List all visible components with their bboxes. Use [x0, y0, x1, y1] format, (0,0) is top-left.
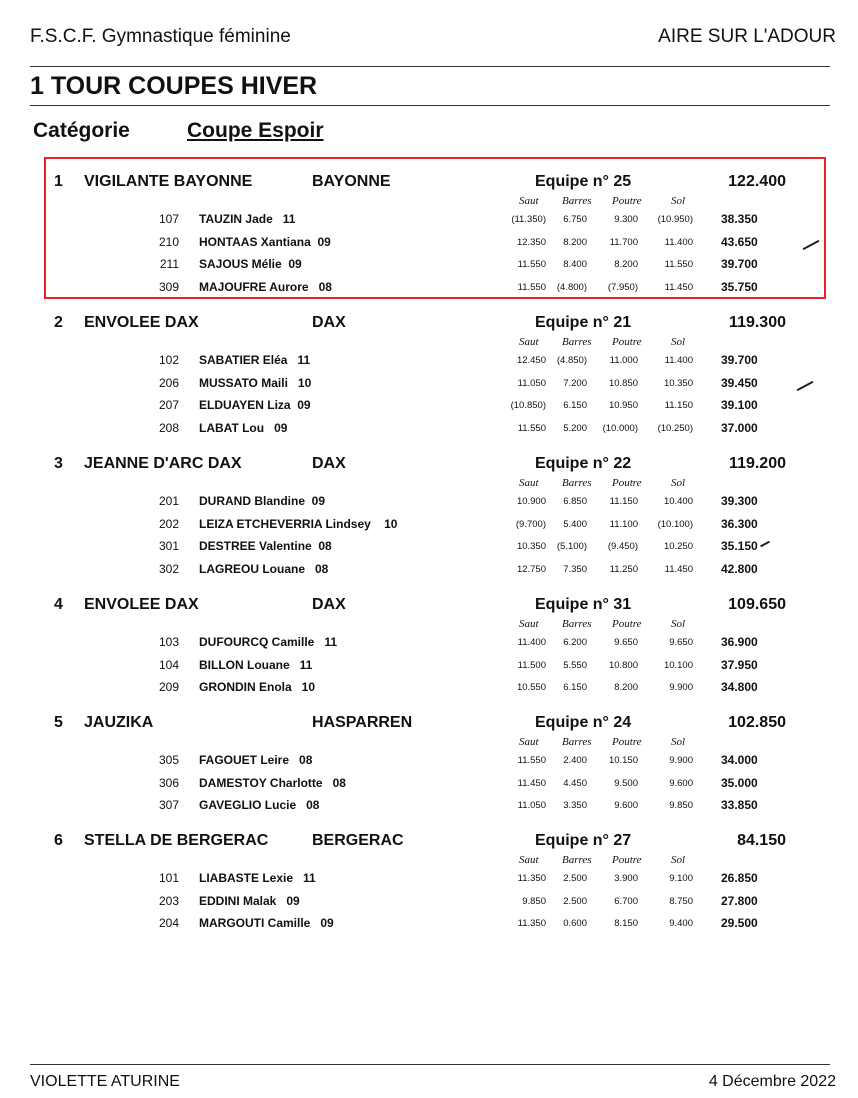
team-total: 122.400	[728, 173, 786, 190]
header-location: AIRE SUR L'ADOUR	[658, 26, 836, 47]
apparatus-label: Barres	[562, 336, 592, 348]
score-sol: 10.400	[663, 496, 693, 507]
score-saut: 9.850	[522, 895, 546, 907]
gymnast-total: 34.800	[721, 680, 758, 694]
score-poutre: 11.150	[609, 496, 638, 507]
gymnast-row	[0, 894, 858, 916]
apparatus-label: Barres	[562, 736, 592, 748]
apparatus-label: Poutre	[612, 477, 642, 489]
apparatus-label: Poutre	[612, 618, 642, 630]
score-sol: 9.100	[669, 873, 693, 884]
gymnast-name: DURAND Blandine 09	[199, 494, 326, 508]
score-sol: 9.900	[669, 682, 693, 693]
gymnast-name: LAGREOU Louane 08	[199, 561, 329, 576]
apparatus-label: Barres	[562, 195, 592, 207]
score-poutre: 9.500	[614, 777, 638, 789]
apparatus-label: Saut	[519, 195, 539, 207]
gymnast-row	[0, 398, 858, 420]
gymnast-row	[0, 562, 858, 584]
score-saut: 11.550	[517, 422, 546, 434]
score-barres: 6.750	[563, 214, 587, 225]
score-saut: (9.700)	[515, 518, 546, 530]
gymnast-number: 204	[158, 916, 179, 930]
apparatus-label: Saut	[519, 854, 539, 866]
score-poutre: (10.000)	[602, 422, 638, 434]
score-barres: 0.600	[563, 918, 587, 929]
score-barres: 7.350	[563, 563, 587, 575]
gymnast-row	[0, 753, 858, 775]
score-barres: 2.500	[563, 895, 587, 907]
gymnast-row	[0, 353, 858, 375]
score-barres: 8.400	[563, 259, 587, 270]
team-rank: 3	[54, 455, 63, 472]
gymnast-total: 35.000	[721, 775, 758, 790]
score-poutre: 9.650	[614, 637, 638, 648]
team-total: 84.150	[737, 832, 786, 849]
apparatus-label: Sol	[671, 854, 686, 866]
gymnast-name: LIABASTE Lexie 11	[199, 871, 316, 885]
gymnast-number: 104	[158, 657, 179, 672]
score-poutre: (7.950)	[607, 281, 638, 293]
score-barres: 6.150	[563, 400, 587, 411]
apparatus-label: Sol	[671, 336, 686, 348]
score-barres: 5.400	[563, 518, 587, 530]
score-saut: 12.450	[516, 355, 546, 366]
gymnast-number: 209	[158, 680, 179, 694]
score-barres: 8.200	[563, 236, 587, 248]
gymnast-name: GAVEGLIO Lucie 08	[199, 798, 320, 812]
gymnast-name: ELDUAYEN Liza 09	[199, 398, 311, 412]
score-poutre: 11.100	[609, 518, 638, 530]
gymnast-name: MUSSATO Maili 10	[199, 375, 312, 390]
gymnast-number: 107	[158, 212, 179, 226]
score-saut: 12.750	[516, 563, 546, 575]
score-saut: 11.550	[517, 259, 546, 270]
score-sol: 11.150	[664, 400, 693, 411]
gymnast-total: 36.900	[721, 635, 758, 649]
footer-rule	[30, 1064, 830, 1065]
team-rank: 6	[54, 832, 63, 849]
gymnast-row	[0, 871, 858, 893]
header-rule	[30, 66, 830, 67]
team-equipe: Equipe n° 24	[535, 714, 632, 731]
gymnast-row	[0, 539, 858, 561]
apparatus-label: Sol	[671, 195, 686, 207]
score-barres: 6.850	[563, 496, 587, 507]
gymnast-row	[0, 421, 858, 443]
score-barres: 7.200	[563, 377, 587, 389]
team-city: HASPARREN	[312, 714, 413, 731]
gymnast-row	[0, 776, 858, 798]
score-saut: (11.350)	[511, 214, 546, 225]
gymnast-row	[0, 658, 858, 680]
gymnast-name: DUFOURCQ Camille 11	[199, 635, 338, 649]
apparatus-label: Saut	[519, 618, 539, 630]
score-sol: (10.250)	[657, 422, 693, 434]
gymnast-name: DESTREE Valentine 08	[199, 539, 332, 553]
gymnast-name: EDDINI Malak 09	[199, 893, 300, 908]
team-name: VIGILANTE BAYONNE	[84, 173, 253, 190]
team-equipe: Equipe n° 22	[535, 455, 632, 472]
gymnast-total: 36.300	[721, 516, 758, 531]
score-sol: 10.100	[663, 659, 693, 671]
score-saut: 10.350	[516, 541, 546, 552]
team-total: 119.200	[729, 455, 786, 472]
apparatus-label: Barres	[562, 854, 592, 866]
gymnast-number: 307	[158, 798, 179, 812]
team-rank: 5	[54, 714, 63, 731]
score-poutre: 3.900	[614, 873, 638, 884]
gymnast-row	[0, 635, 858, 657]
score-poutre: 9.600	[614, 800, 638, 811]
team-name: JEANNE D'ARC DAX	[84, 455, 242, 472]
score-sol: 11.450	[664, 281, 693, 293]
apparatus-label: Poutre	[612, 195, 642, 207]
score-poutre: 10.950	[608, 400, 638, 411]
header-federation: F.S.C.F. Gymnastique féminine	[30, 26, 291, 47]
score-poutre: 11.250	[609, 563, 638, 575]
apparatus-label: Poutre	[612, 854, 642, 866]
gymnast-total: 39.300	[721, 494, 758, 508]
apparatus-label: Barres	[562, 477, 592, 489]
score-barres: 2.400	[563, 755, 587, 766]
gymnast-number: 302	[158, 561, 179, 576]
score-saut: 11.050	[517, 800, 546, 811]
gymnast-total: 43.650	[721, 234, 758, 249]
apparatus-label: Poutre	[612, 736, 642, 748]
gymnast-number: 202	[158, 516, 179, 531]
gymnast-number: 306	[158, 775, 179, 790]
score-barres: (4.850)	[556, 355, 587, 366]
gymnast-number: 210	[158, 234, 179, 249]
gymnast-total: 29.500	[721, 916, 758, 930]
gymnast-total: 37.000	[721, 420, 758, 435]
team-city: BAYONNE	[312, 173, 391, 190]
gymnast-name: SAJOUS Mélie 09	[199, 257, 302, 271]
highlight-box	[44, 157, 826, 299]
score-poutre: 8.200	[614, 682, 638, 693]
team-name: STELLA DE BERGERAC	[84, 832, 269, 849]
gymnast-total: 37.950	[721, 657, 758, 672]
apparatus-label: Saut	[519, 736, 539, 748]
score-barres: 4.450	[563, 777, 587, 789]
apparatus-label: Saut	[519, 477, 539, 489]
footer-date: 4 Décembre 2022	[708, 1073, 836, 1090]
score-poutre: 8.150	[614, 918, 638, 929]
score-saut: 11.550	[517, 755, 546, 766]
gymnast-name: GRONDIN Enola 10	[199, 680, 316, 694]
score-poutre: 8.200	[614, 259, 638, 270]
score-poutre: 10.150	[608, 755, 638, 766]
gymnast-name: SABATIER Eléa 11	[199, 353, 311, 367]
team-total: 109.650	[728, 596, 786, 613]
gymnast-total: 27.800	[721, 893, 758, 908]
score-saut: 10.900	[516, 496, 546, 507]
category-value: Coupe Espoir	[187, 119, 324, 142]
gymnast-row	[0, 680, 858, 702]
team-city: DAX	[312, 596, 346, 613]
gymnast-row	[0, 916, 858, 938]
gymnast-total: 26.850	[721, 871, 758, 885]
score-poutre: (9.450)	[607, 541, 638, 552]
gymnast-number: 101	[158, 871, 179, 885]
score-saut: 11.500	[517, 659, 546, 671]
team-equipe: Equipe n° 31	[535, 596, 632, 613]
gymnast-name: MAJOUFRE Aurore 08	[199, 279, 332, 294]
gymnast-total: 35.750	[721, 279, 758, 294]
score-poutre: 11.700	[609, 236, 638, 248]
gymnast-name: LEIZA ETCHEVERRIA Lindsey 10	[199, 516, 398, 531]
gymnast-number: 305	[158, 753, 179, 767]
apparatus-label: Sol	[671, 477, 686, 489]
score-poutre: 6.700	[614, 895, 638, 907]
gymnast-total: 39.100	[721, 398, 758, 412]
score-poutre: 10.850	[608, 377, 638, 389]
gymnast-number: 102	[158, 353, 179, 367]
gymnast-name: MARGOUTI Camille 09	[199, 916, 334, 930]
gymnast-number: 211	[159, 257, 179, 271]
team-rank: 2	[54, 314, 63, 331]
apparatus-label: Poutre	[612, 336, 642, 348]
gymnast-number: 208	[158, 420, 179, 435]
score-barres: 2.500	[563, 873, 587, 884]
gymnast-total: 42.800	[721, 561, 758, 576]
gymnast-number: 301	[158, 539, 179, 553]
gymnast-number: 207	[158, 398, 179, 412]
score-sol: 10.250	[663, 541, 693, 552]
gymnast-number: 309	[158, 279, 179, 294]
score-sol: 11.550	[664, 259, 693, 270]
score-barres: (5.100)	[556, 541, 587, 552]
score-saut: 10.550	[516, 682, 546, 693]
score-sol: (10.950)	[657, 214, 693, 225]
score-sol: 9.850	[669, 800, 693, 811]
apparatus-label: Saut	[519, 336, 539, 348]
category-label: Catégorie	[33, 119, 130, 142]
gymnast-total: 39.700	[721, 353, 758, 367]
score-sol: 11.400	[664, 236, 693, 248]
gymnast-total: 39.450	[721, 375, 758, 390]
score-barres: 6.200	[563, 637, 587, 648]
gymnast-total: 35.150	[721, 539, 758, 553]
team-city: BERGERAC	[312, 832, 404, 849]
score-barres: 6.150	[563, 682, 587, 693]
team-equipe: Equipe n° 25	[535, 173, 632, 190]
gymnast-total: 39.700	[721, 257, 758, 271]
score-saut: 12.350	[516, 236, 546, 248]
score-sol: 11.400	[664, 355, 693, 366]
footer-club: VIOLETTE ATURINE	[30, 1073, 180, 1090]
gymnast-row	[0, 376, 858, 398]
apparatus-label: Barres	[562, 618, 592, 630]
gymnast-row	[0, 517, 858, 539]
score-saut: 11.350	[517, 918, 546, 929]
gymnast-name: HONTAAS Xantiana 09	[199, 234, 331, 249]
team-total: 119.300	[729, 314, 786, 331]
team-name: ENVOLEE DAX	[84, 596, 199, 613]
gymnast-row	[0, 494, 858, 516]
score-poutre: 11.000	[609, 355, 638, 366]
gymnast-number: 201	[158, 494, 179, 508]
score-sol: 9.600	[669, 777, 693, 789]
score-sol: 9.650	[669, 637, 693, 648]
score-sol: 8.750	[669, 895, 693, 907]
team-rank: 1	[54, 173, 63, 190]
team-equipe: Equipe n° 27	[535, 832, 632, 849]
team-city: DAX	[312, 455, 346, 472]
score-barres: 5.200	[563, 422, 587, 434]
gymnast-total: 34.000	[721, 753, 758, 767]
team-city: DAX	[312, 314, 346, 331]
score-sol: 10.350	[663, 377, 693, 389]
title-rule	[30, 105, 830, 106]
gymnast-name: TAUZIN Jade 11	[199, 212, 296, 226]
score-saut: 11.350	[517, 873, 546, 884]
team-equipe: Equipe n° 21	[535, 314, 632, 331]
gymnast-number: 206	[158, 375, 179, 390]
gymnast-name: FAGOUET Leire 08	[199, 753, 313, 767]
apparatus-label: Sol	[671, 736, 686, 748]
score-barres: 3.350	[563, 800, 587, 811]
team-total: 102.850	[728, 714, 786, 731]
score-sol: 9.900	[669, 755, 693, 766]
score-poutre: 10.800	[608, 659, 638, 671]
team-name: ENVOLEE DAX	[84, 314, 199, 331]
score-saut: 11.450	[517, 777, 546, 789]
gymnast-name: LABAT Lou 09	[199, 420, 288, 435]
score-sol: 11.450	[664, 563, 693, 575]
gymnast-row	[0, 798, 858, 820]
score-barres: (4.800)	[556, 281, 587, 293]
score-saut: 11.050	[517, 377, 546, 389]
team-rank: 4	[54, 596, 63, 613]
apparatus-label: Sol	[671, 618, 686, 630]
score-saut: 11.400	[517, 637, 546, 648]
page-title: 1 TOUR COUPES HIVER	[30, 72, 318, 100]
score-sol: (10.100)	[657, 518, 693, 530]
score-sol: 9.400	[669, 918, 693, 929]
team-name: JAUZIKA	[84, 714, 154, 731]
score-saut: 11.550	[517, 281, 546, 293]
score-poutre: 9.300	[614, 214, 638, 225]
gymnast-total: 33.850	[721, 798, 758, 812]
score-saut: (10.850)	[510, 400, 546, 411]
gymnast-number: 103	[158, 635, 179, 649]
gymnast-name: BILLON Louane 11	[199, 657, 313, 672]
gymnast-name: DAMESTOY Charlotte 08	[199, 775, 346, 790]
gymnast-total: 38.350	[721, 212, 758, 226]
gymnast-number: 203	[158, 893, 179, 908]
score-barres: 5.550	[563, 659, 587, 671]
